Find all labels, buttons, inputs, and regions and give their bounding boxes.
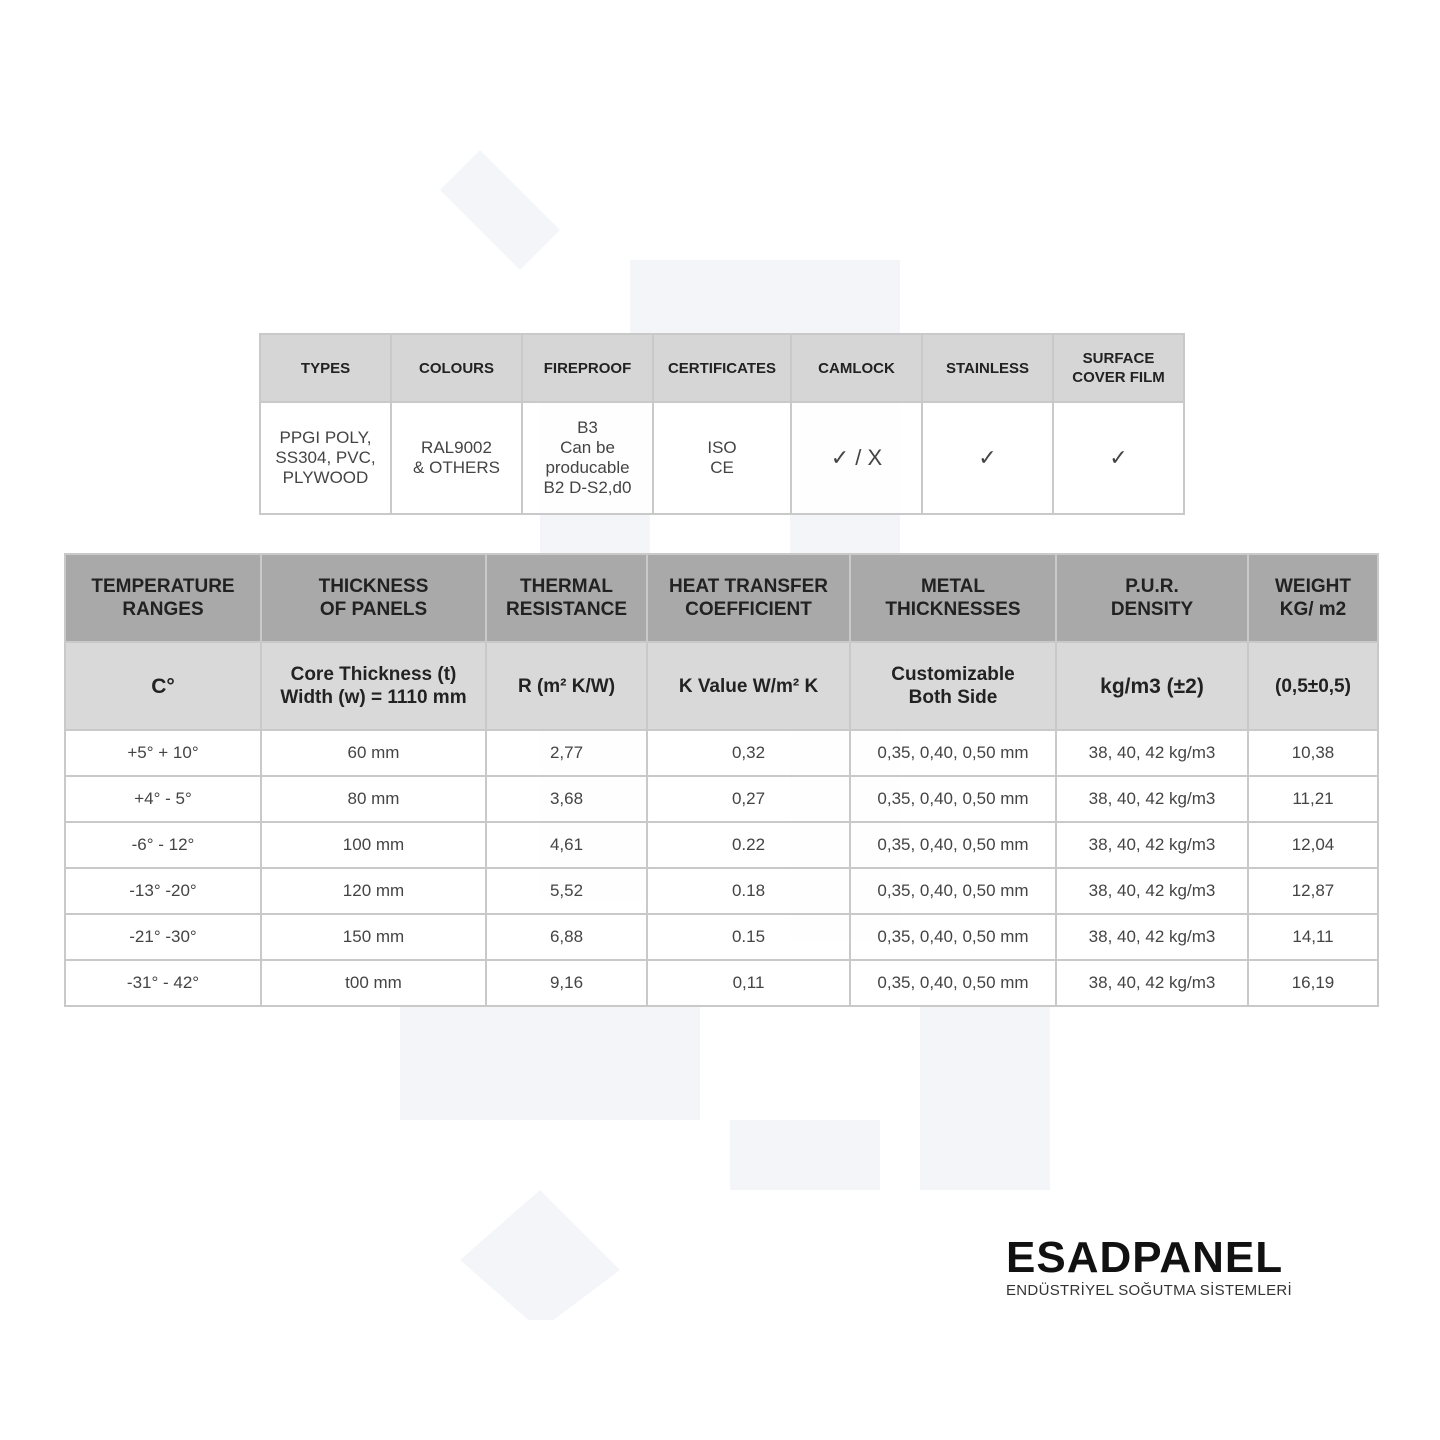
product-features-table (259, 333, 1185, 515)
table-cell: 12,04 (1248, 822, 1378, 868)
table-cell: 38, 40, 42 kg/m3 (1056, 776, 1248, 822)
table-cell: 12,87 (1248, 868, 1378, 914)
unit-header: (0,5±0,5) (1248, 642, 1378, 730)
table-cell: 14,11 (1248, 914, 1378, 960)
column-header: METAL THICKNESSES (850, 554, 1056, 642)
cell-camlock: ✓ / X (791, 402, 922, 514)
table-row (65, 914, 1378, 960)
table-cell: 0,35, 0,40, 0,50 mm (850, 730, 1056, 776)
table-cell: -31° - 42° (65, 960, 261, 1006)
table-cell: 0,35, 0,40, 0,50 mm (850, 914, 1056, 960)
table-cell: 4,61 (486, 822, 647, 868)
table-cell: 0,35, 0,40, 0,50 mm (850, 960, 1056, 1006)
column-header: P.U.R. DENSITY (1056, 554, 1248, 642)
table-cell: 0.18 (647, 868, 850, 914)
table-row (65, 776, 1378, 822)
table-cell: 38, 40, 42 kg/m3 (1056, 914, 1248, 960)
table-cell: 0,35, 0,40, 0,50 mm (850, 822, 1056, 868)
table-cell: 60 mm (261, 730, 486, 776)
table-cell: 9,16 (486, 960, 647, 1006)
table-row (65, 730, 1378, 776)
table-cell: -13° -20° (65, 868, 261, 914)
table-cell: 38, 40, 42 kg/m3 (1056, 960, 1248, 1006)
table-cell: 16,19 (1248, 960, 1378, 1006)
unit-header: Customizable Both Side (850, 642, 1056, 730)
table-cell: 0,35, 0,40, 0,50 mm (850, 868, 1056, 914)
table-row (65, 960, 1378, 1006)
table-cell: 80 mm (261, 776, 486, 822)
column-header: WEIGHT KG/ m2 (1248, 554, 1378, 642)
cell-stainless: ✓ (922, 402, 1053, 514)
header-types: TYPES (260, 334, 391, 402)
table-cell: +5° + 10° (65, 730, 261, 776)
brand-name: ESADPANEL (1006, 1233, 1284, 1282)
table-cell: +4° - 5° (65, 776, 261, 822)
table-cell: 11,21 (1248, 776, 1378, 822)
cell-colours: RAL9002 & OTHERS (391, 402, 522, 514)
table-cell: 6,88 (486, 914, 647, 960)
unit-header: kg/m3 (±2) (1056, 642, 1248, 730)
header-colours: COLOURS (391, 334, 522, 402)
table-cell: 38, 40, 42 kg/m3 (1056, 868, 1248, 914)
header-surface-cover-film: SURFACE COVER FILM (1053, 334, 1184, 402)
table-cell: -21° -30° (65, 914, 261, 960)
cell-types: PPGI POLY, SS304, PVC, PLYWOOD (260, 402, 391, 514)
panel-specifications-table (64, 553, 1379, 1007)
table-cell: 2,77 (486, 730, 647, 776)
header-fireproof: FIREPROOF (522, 334, 653, 402)
brand-logo (1006, 1233, 1292, 1299)
brand-tagline: ENDÜSTRİYEL SOĞUTMA SİSTEMLERİ (1006, 1282, 1292, 1299)
column-header: HEAT TRANSFER COEFFICIENT (647, 554, 850, 642)
cell-surface-cover-film: ✓ (1053, 402, 1184, 514)
unit-header: C° (65, 642, 261, 730)
table-cell: 10,38 (1248, 730, 1378, 776)
column-header: THICKNESS OF PANELS (261, 554, 486, 642)
unit-header: K Value W/m² K (647, 642, 850, 730)
table-cell: 150 mm (261, 914, 486, 960)
table-cell: 100 mm (261, 822, 486, 868)
table-cell: 0,11 (647, 960, 850, 1006)
table-cell: 120 mm (261, 868, 486, 914)
table-cell: 0,32 (647, 730, 850, 776)
table-cell: 3,68 (486, 776, 647, 822)
table-cell: 0.15 (647, 914, 850, 960)
table-row (65, 822, 1378, 868)
table-cell: 0,35, 0,40, 0,50 mm (850, 776, 1056, 822)
table-row (65, 868, 1378, 914)
header-stainless: STAINLESS (922, 334, 1053, 402)
cell-fireproof: B3 Can be producable B2 D-S2,d0 (522, 402, 653, 514)
table-cell: 0,27 (647, 776, 850, 822)
table-cell: t00 mm (261, 960, 486, 1006)
unit-header: Core Thickness (t) Width (w) = 1110 mm (261, 642, 486, 730)
unit-header: R (m² K/W) (486, 642, 647, 730)
cell-certificates: ISO CE (653, 402, 791, 514)
column-header: THERMAL RESISTANCE (486, 554, 647, 642)
table-cell: 38, 40, 42 kg/m3 (1056, 822, 1248, 868)
table-cell: -6° - 12° (65, 822, 261, 868)
header-camlock: CAMLOCK (791, 334, 922, 402)
table-cell: 5,52 (486, 868, 647, 914)
column-header: TEMPERATURE RANGES (65, 554, 261, 642)
table-cell: 0.22 (647, 822, 850, 868)
header-certificates: CERTIFICATES (653, 334, 791, 402)
table-cell: 38, 40, 42 kg/m3 (1056, 730, 1248, 776)
